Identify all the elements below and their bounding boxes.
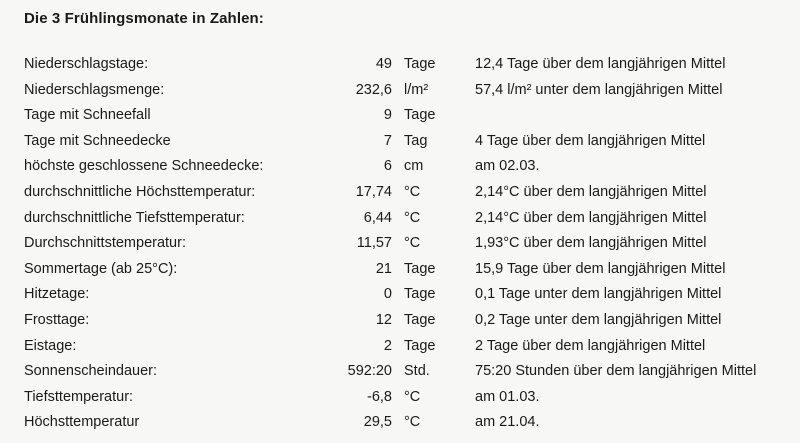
statistics-table [0, 52, 800, 436]
row-unit: Tage [404, 56, 436, 72]
table-row [0, 334, 800, 360]
row-note: 4 Tage über dem langjährigen Mittel [475, 132, 706, 149]
row-value: 6 [383, 158, 392, 175]
row-value: 21 [375, 260, 392, 277]
row-label: durchschnittliche Tiefsttemperatur: [24, 209, 245, 226]
table-row [0, 129, 800, 155]
row-label: Sonnenscheindauer: [24, 363, 158, 380]
row-label: Niederschlagstage: [24, 56, 149, 72]
row-note: am 21.04. [475, 414, 540, 431]
table-row [0, 103, 800, 129]
row-label: höchste geschlossene Schneedecke: [24, 158, 264, 175]
row-value: 232,6 [355, 81, 392, 98]
row-label: Niederschlagsmenge: [24, 81, 165, 98]
row-note: 75:20 Stunden über dem langjährigen Mittel [475, 363, 757, 380]
table-row [0, 385, 800, 411]
row-value: 29,5 [363, 414, 392, 431]
row-note: 2,14°C über dem langjährigen Mittel [475, 209, 707, 226]
row-value: 0 [383, 286, 392, 303]
row-label: Hitzetage: [24, 286, 90, 303]
row-label: Tage mit Schneedecke [24, 132, 171, 149]
row-unit: Tage [404, 260, 436, 277]
row-note: 0,2 Tage unter dem langjährigen Mittel [475, 311, 722, 328]
row-note: 1,93°C über dem langjährigen Mittel [475, 235, 707, 252]
table-row [0, 308, 800, 334]
row-unit: °C [404, 209, 421, 226]
table-row [0, 282, 800, 308]
row-value: 17,74 [355, 183, 392, 200]
row-label: Höchsttemperatur [24, 414, 140, 431]
row-note: 57,4 l/m² unter dem langjährigen Mittel [475, 81, 723, 98]
row-value: 6,44 [363, 209, 392, 226]
row-label: Sommertage (ab 25°C): [24, 260, 178, 277]
row-unit: Tage [404, 311, 436, 328]
row-unit: cm [404, 158, 424, 175]
row-unit: °C [404, 388, 421, 405]
table-row [0, 52, 800, 78]
row-label: Tage mit Schneefall [24, 107, 151, 124]
row-unit: °C [404, 183, 421, 200]
page-title: Die 3 Frühlingsmonate in Zahlen: [24, 10, 264, 27]
row-label: Frosttage: [24, 311, 90, 328]
row-unit: Tage [404, 337, 436, 354]
table-row [0, 231, 800, 257]
row-unit: l/m² [404, 81, 429, 98]
row-note: 12,4 Tage über dem langjährigen Mittel [475, 56, 726, 72]
table-row [0, 359, 800, 385]
row-value: 12 [375, 311, 392, 328]
table-row [0, 154, 800, 180]
row-value: 2 [383, 337, 392, 354]
row-value: 592:20 [347, 363, 392, 380]
row-value: 49 [375, 56, 392, 72]
row-unit: °C [404, 414, 421, 431]
row-note: 2 Tage über dem langjährigen Mittel [475, 337, 706, 354]
table-row [0, 257, 800, 283]
row-unit: °C [404, 235, 421, 252]
row-label: Eistage: [24, 337, 77, 354]
row-note: am 02.03. [475, 158, 540, 175]
row-note: 15,9 Tage über dem langjährigen Mittel [475, 260, 726, 277]
table-row [0, 78, 800, 104]
row-label: durchschnittliche Höchsttemperatur: [24, 183, 256, 200]
row-value: -6,8 [367, 388, 392, 405]
row-label: Durchschnittstemperatur: [24, 235, 186, 252]
row-unit: Tage [404, 107, 436, 124]
table-row [0, 206, 800, 232]
row-unit: Std. [404, 363, 430, 380]
row-note: 2,14°C über dem langjährigen Mittel [475, 183, 707, 200]
row-value: 9 [383, 107, 392, 124]
row-label: Tiefsttemperatur: [24, 388, 134, 405]
row-unit: Tag [404, 132, 428, 149]
row-value: 11,57 [356, 235, 392, 252]
row-note: 0,1 Tage unter dem langjährigen Mittel [475, 286, 722, 303]
row-unit: Tage [404, 286, 436, 303]
table-row [0, 410, 800, 436]
row-value: 7 [383, 132, 392, 149]
row-note: am 01.03. [475, 388, 540, 405]
table-row [0, 180, 800, 206]
